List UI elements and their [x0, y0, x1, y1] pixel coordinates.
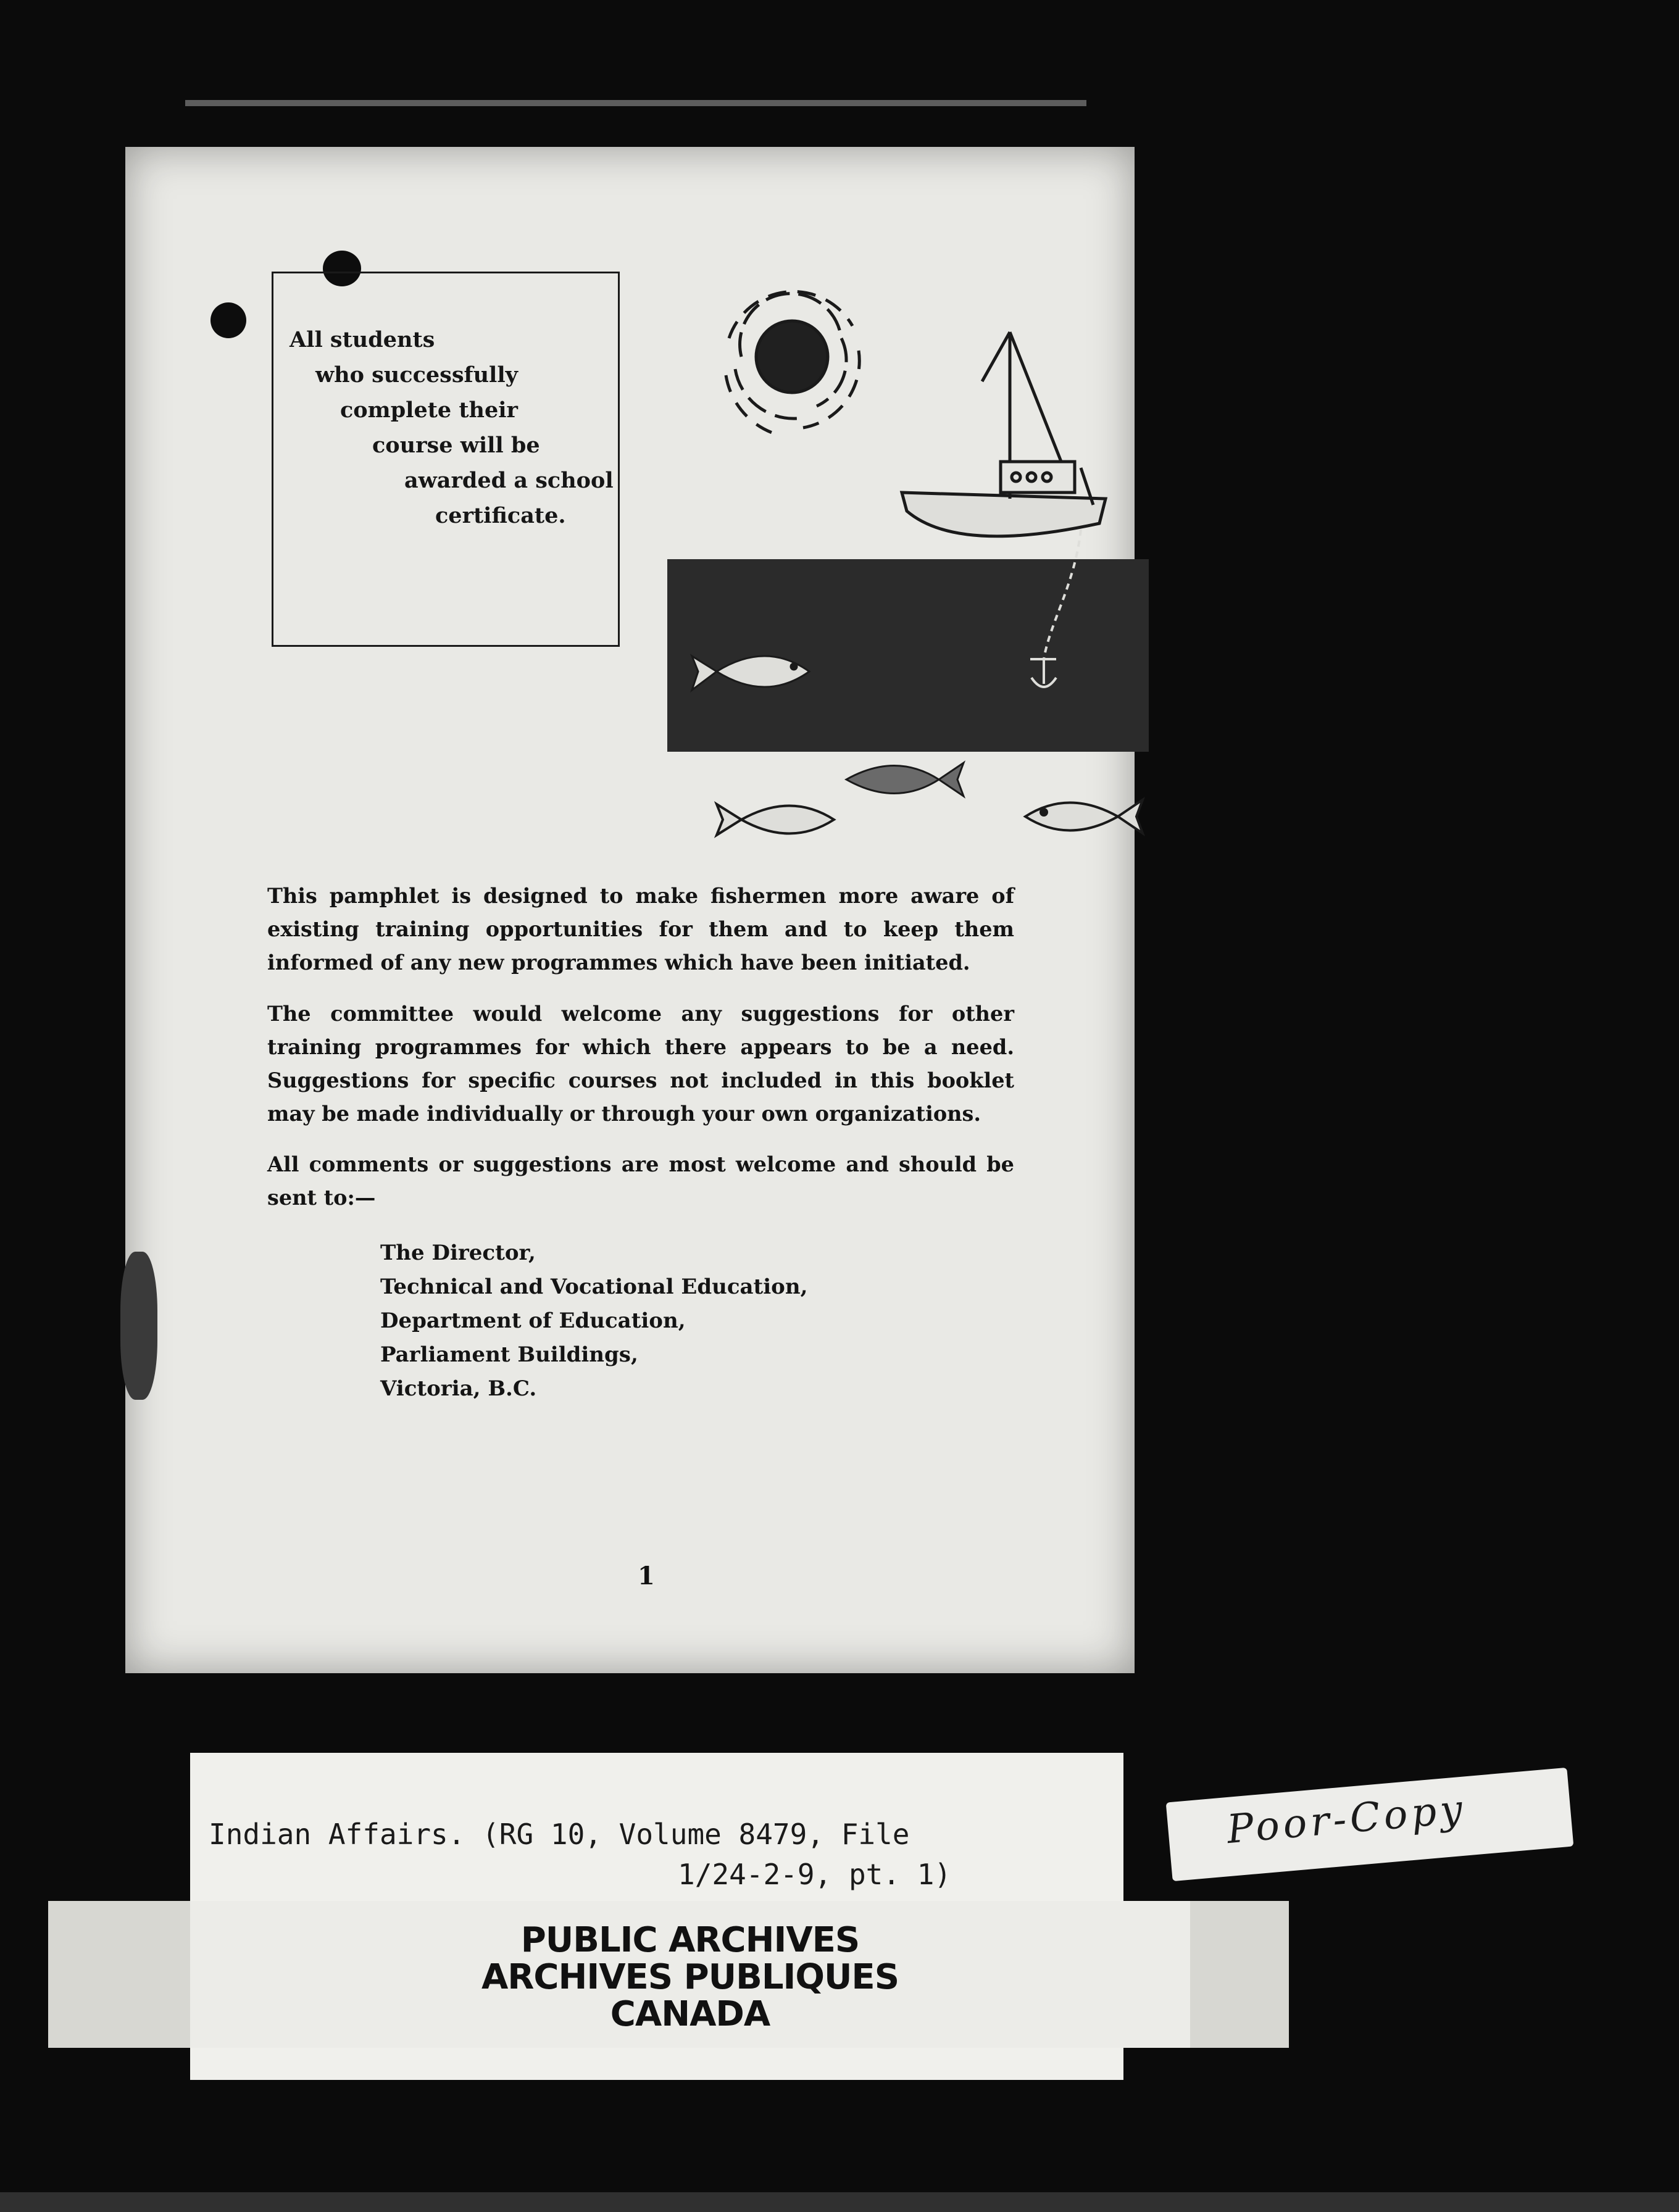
- ink-blot: [210, 302, 246, 338]
- sun-icon: [726, 291, 859, 434]
- mailing-address: [380, 1236, 807, 1406]
- pamphlet-page: [125, 147, 1135, 1673]
- comments-paragraph: All comments or suggestions are most welcome and should be sent to:—: [267, 1152, 1014, 1210]
- archives-stamp-band: [48, 1901, 1289, 2048]
- boat-icon: [902, 332, 1106, 536]
- box-line: awarded a school: [404, 468, 614, 493]
- poor-copy-tag: [1166, 1768, 1574, 1881]
- archives-stamp: [190, 1901, 1190, 2048]
- fish-icon: [1025, 800, 1143, 833]
- box-line: All students: [290, 327, 435, 352]
- box-line: course will be: [372, 433, 540, 458]
- suggestions-paragraph: The committee would welcome any suggestions for other training programmes for which there appears to be a need. Suggestions for specific courses not included in this booklet may be made individually or through your own organizations.: [267, 1002, 1014, 1126]
- box-line: complete their: [340, 397, 518, 423]
- address-line: Department of Education,: [380, 1308, 686, 1333]
- sea: [667, 559, 1149, 752]
- film-edge: [0, 2192, 1679, 2212]
- fish-icon: [717, 804, 834, 835]
- fish-icon: [846, 763, 964, 796]
- citation-line: Indian Affairs. (RG 10, Volume 8479, File: [209, 1818, 910, 1851]
- stamp-line: CANADA: [610, 1994, 770, 2034]
- citation-line: 1/24-2-9, pt. 1): [678, 1858, 952, 1891]
- address-line: Technical and Vocational Education,: [380, 1274, 808, 1299]
- address-line: Victoria, B.C.: [380, 1376, 537, 1401]
- page-number: 1: [638, 1561, 655, 1590]
- stamp-line: ARCHIVES PUBLIQUES: [481, 1957, 899, 1997]
- box-line: certificate.: [435, 503, 566, 528]
- address-line: The Director,: [380, 1241, 536, 1265]
- box-line: who successfully: [315, 362, 518, 388]
- edge-shadow: [120, 1252, 157, 1400]
- intro-paragraph: This pamphlet is designed to make fishermen more aware of existing training opportunities for them and to keep them informed of any new programmes which have been initiated.: [267, 884, 1014, 975]
- certificate-box: [272, 272, 620, 647]
- page-back-edge: [185, 100, 1086, 106]
- fishing-boat-illustration: [649, 264, 1155, 869]
- address-line: Parliament Buildings,: [380, 1342, 638, 1367]
- stamp-line: PUBLIC ARCHIVES: [520, 1920, 860, 1960]
- tag-text: Poor-Copy: [1225, 1786, 1469, 1853]
